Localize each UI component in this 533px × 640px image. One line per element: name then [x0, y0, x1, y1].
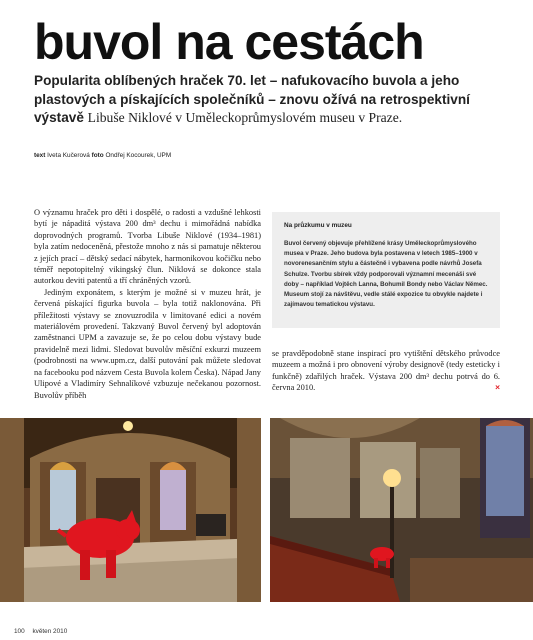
- issue-date: květen 2010: [32, 628, 68, 635]
- credits-photo-label: foto: [91, 152, 104, 159]
- page-number: 100: [14, 628, 25, 635]
- body-paragraph-1: O významu hraček pro děti i dospělé, o radosti a vzdušné lehkosti bytí je nápaditá výstava 200 dm³ dechu i mimořádná nabídka doprovodných programů. Tvorba Libuše Niklové (1934–1981) byla zatím nedoceněná, přestože mnoho z nás si pamatuje některou z jejích prací – dětský sedací nábytek, harmonikovou kočičku nebo téměř nepotopitelný vikingský člun. Niklová se dokonce stala autorkou deviti patentů a tří chráněných vzorů.: [34, 208, 261, 286]
- credits-author: Iveta Kučerová: [47, 152, 90, 159]
- article-title: buvol na cestách: [34, 14, 424, 70]
- info-box-heading: Na průzkumu v muzeu: [284, 222, 352, 229]
- info-box-text: Buvol červený objevuje přehlížené krásy Uměleckoprůmyslového musea v Praze. Jeho budova byla postavena v letech 1985–1900 v novorenesančním stylu a částečně i vybavena podle návrhů Josefa Schulze. Tvorbu sbírek vždy podporovali významní mecenáši své doby – například Vojtěch Lanna, Bohumil Bondy nebo Václav Němec. Museum stojí za návštěvu, vedle stálé expozice tu obvykle najdete i zajímavou tematickou výstavu.: [284, 240, 488, 309]
- article-continuation: [272, 348, 500, 394]
- article-credits: [34, 152, 171, 159]
- article-body: [34, 207, 261, 401]
- info-box: [272, 212, 500, 328]
- credits-photographers: Ondřej Kocourek, UPM: [105, 152, 172, 159]
- body-paragraph-2: Jediným exponátem, s kterým je možné si v muzeu hrát, je červená pískající figurka buvola – byla totiž naklonována. Při příležitosti výstavy se znovuzrodila v limitované edici a novém materiálovém provedení. Takzvaný Buvol červený byl adoptován zaměstnanci UPM a zavazuje se, že po celou dobu výstavy bude pravidelně mezi lidmi. Sledovat buvolův měsíční exkurzi muzeem (podrobnosti na www.upm.cz, další putování pak můžete sledovat na facebooku pod názvem Cesta Buvola kolem Česka). Nápad Jany Ulipové a Vladimíry Sehnalíkové vzbuzuje nečekanou pozornost. Buvolův příběh: [34, 287, 261, 400]
- lead-serif-text: Libuše Niklové v Uměleckoprůmyslovém museu v Praze.: [87, 110, 403, 125]
- end-mark-icon: ×: [495, 382, 500, 393]
- credits-text-label: text: [34, 152, 46, 159]
- photo-museum-staircase: [270, 418, 533, 602]
- page-footer: [14, 628, 67, 635]
- lead-sans-text: Popularita oblíbených hraček 70. let – nafukovacího buvola a jeho plastových a pískajících společníků – znovu ožívá na retrospektivní výstavě: [34, 73, 470, 125]
- photo-museum-corridor: [0, 418, 261, 602]
- article-lead: [34, 72, 504, 128]
- continuation-text: se pravděpodobně stane inspirací pro vytištění dětského průvodce muzeem a možná i pro obnovení výroby designově (tedy esteticky i funkčně) zdařilých hraček. Výstava 200 dm³ dechu potrvá do 6. června 2010.: [272, 349, 500, 393]
